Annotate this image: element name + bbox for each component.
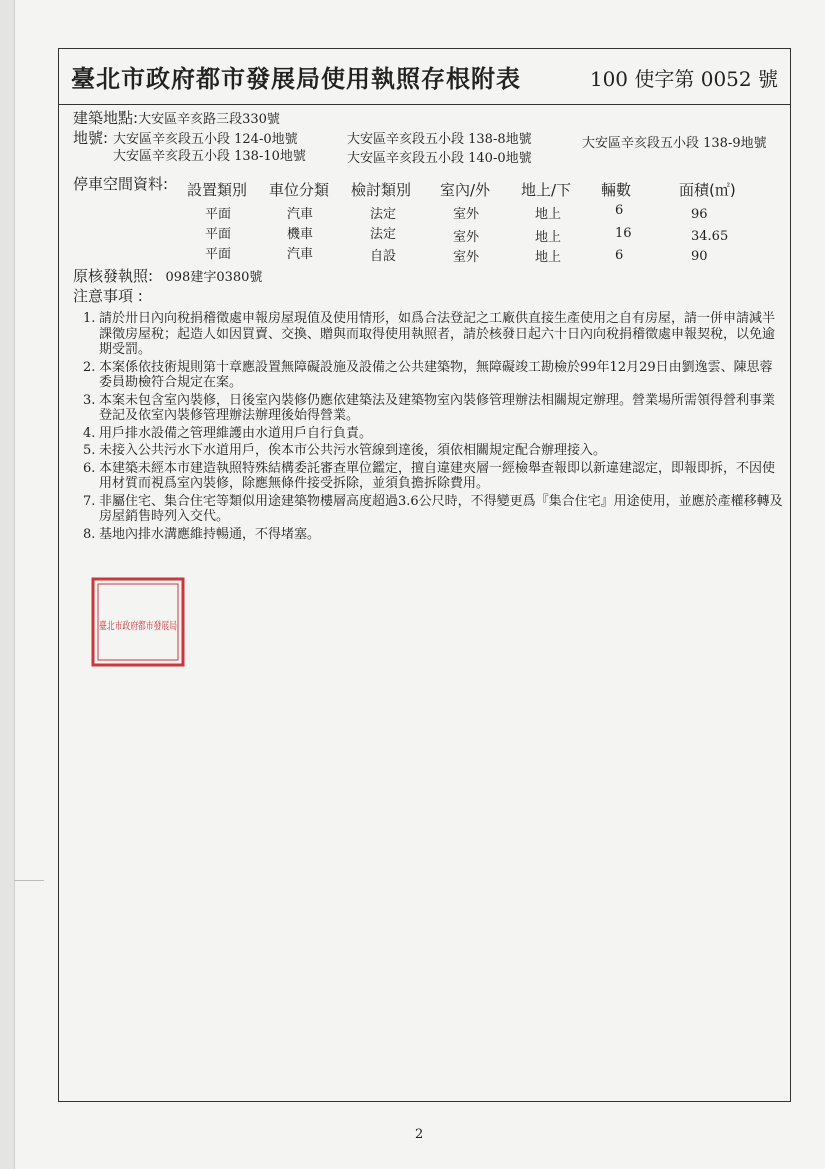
parking-header: 輛數 xyxy=(601,181,632,199)
parking-cell: 地上 xyxy=(535,230,562,245)
lots-label: 地號: xyxy=(73,129,109,147)
parking-cell: 汽車 xyxy=(287,207,314,222)
parking-cell: 室外 xyxy=(453,250,480,265)
note-number: 5. xyxy=(83,443,96,458)
parking-header: 設置類別 xyxy=(187,181,248,199)
note-text: 基地內排水溝應維持暢通，不得堵塞。 xyxy=(99,526,321,542)
parking-cell: 機車 xyxy=(287,227,314,242)
parking-cell: 法定 xyxy=(370,227,397,242)
note-text: 未接入公共污水下水道用戶，俟本市公共污水管線到達後，須依相關規定配合辦理接入。 xyxy=(99,443,607,458)
note-number: 3. xyxy=(83,392,96,408)
note-item xyxy=(83,360,783,391)
parking-cell: 室外 xyxy=(453,207,480,222)
original-permit-label: 原核發執照: xyxy=(73,267,154,285)
note-item xyxy=(83,426,783,442)
lot-item: 大安區辛亥段五小段 138-8地號 xyxy=(347,132,532,147)
parking-label: 停車空間資料: xyxy=(73,175,169,193)
official-seal xyxy=(91,577,204,667)
parking-cell: 汽車 xyxy=(287,247,314,262)
parking-cell: 地上 xyxy=(535,207,562,222)
note-item xyxy=(83,393,783,424)
parking-header: 室內/外 xyxy=(440,181,491,199)
parking-cell: 90 xyxy=(691,249,708,264)
note-number: 4. xyxy=(83,425,96,441)
site-value: 大安區辛亥路三段330號 xyxy=(138,112,280,127)
notes-label: 注意事項 : xyxy=(73,287,143,305)
site-line xyxy=(73,109,280,129)
parking-cell: 平面 xyxy=(205,227,232,242)
lot-item: 大安區辛亥段五小段 138-10地號 xyxy=(113,149,306,164)
note-item xyxy=(83,527,783,543)
note-text: 本案未包含室內裝修，日後室內裝修仍應依建築法及建築物室內裝修管理辦法相關規定辦理。營業場所需領得營利事業登記及依室內裝修管理辦法辦理後始得營業。 xyxy=(99,392,776,423)
note-number: 2. xyxy=(83,359,96,375)
seal-text: 臺北市政府都市發展局 xyxy=(99,620,204,632)
note-text: 請於卅日內向稅捐稽徵處申報房屋現值及使用情形，如爲合法登記之工廠供直接生產使用之自有房屋，請一併申請減半課徵房屋稅；起造人如因買賣、交換、贈與而取得使用執照者，請於核發日起六十日內向稅捐稽徵處申報契稅，以免逾期受罰。 xyxy=(99,311,776,357)
original-permit-line xyxy=(73,267,262,287)
lot-item: 大安區辛亥段五小段 138-9地號 xyxy=(582,136,767,151)
parking-cell: 平面 xyxy=(205,207,232,222)
note-number: 7. xyxy=(83,493,96,509)
note-text: 用戶排水設備之管理維護由水道用戶自行負責。 xyxy=(99,425,373,441)
note-item xyxy=(83,461,783,492)
original-permit-value: 098建字0380號 xyxy=(165,270,263,285)
parking-header: 地上/下 xyxy=(521,181,572,199)
lot-item: 大安區辛亥段五小段 140-0地號 xyxy=(347,151,532,166)
parking-cell: 6 xyxy=(615,248,624,263)
note-item xyxy=(83,494,783,525)
note-number: 8. xyxy=(83,526,96,542)
parking-header: 車位分類 xyxy=(269,181,330,199)
page-number: 2 xyxy=(415,1127,424,1142)
note-item xyxy=(83,443,783,459)
note-text: 本案係依技術規則第十章應設置無障礙設施及設備之公共建築物，無障礙竣工勘檢於99年12月29日由劉逸雲、陳思蓉委員勘檢符合規定在案。 xyxy=(99,359,773,390)
parking-cell: 室外 xyxy=(453,230,480,245)
site-label: 建築地點: xyxy=(73,109,139,127)
document-frame xyxy=(58,48,791,1142)
parking-cell: 平面 xyxy=(205,247,232,262)
lot-item: 大安區辛亥段五小段 124-0地號 xyxy=(113,132,298,147)
parking-cell: 地上 xyxy=(535,250,562,265)
scan-divider xyxy=(14,880,44,881)
note-text: 本建築未經本市建造執照特殊結構委託審查單位鑑定，擅自違建夾層一經檢舉查報即以新違建認定，即報即拆，不因使用材質而視爲室內裝修，除應無條件接受拆除，並須負擔拆除費用。 xyxy=(99,460,776,491)
note-item xyxy=(83,311,783,358)
permit-number: 100 使字第 0052 號 xyxy=(589,67,778,91)
parking-header: 面積(㎡) xyxy=(679,181,736,199)
parking-cell: 法定 xyxy=(370,207,397,222)
notes-list xyxy=(83,311,783,544)
parking-cell: 16 xyxy=(615,226,632,241)
document-title: 臺北市政府都市發展局使用執照存根附表 xyxy=(71,64,521,93)
title-row xyxy=(59,49,790,105)
parking-cell: 96 xyxy=(691,207,708,222)
parking-cell: 6 xyxy=(615,203,624,218)
note-text: 非屬住宅、集合住宅等類似用途建築物樓層高度超過3.6公尺時，不得變更爲『集合住宅』用途使用，並應於產權移轉及房屋銷售時列入交代。 xyxy=(99,493,783,524)
parking-header: 檢討類別 xyxy=(351,181,412,199)
scan-edge xyxy=(0,0,15,1169)
note-number: 1. xyxy=(83,311,96,326)
parking-cell: 自設 xyxy=(370,249,397,264)
parking-cell: 34.65 xyxy=(691,229,729,244)
note-number: 6. xyxy=(83,460,96,476)
